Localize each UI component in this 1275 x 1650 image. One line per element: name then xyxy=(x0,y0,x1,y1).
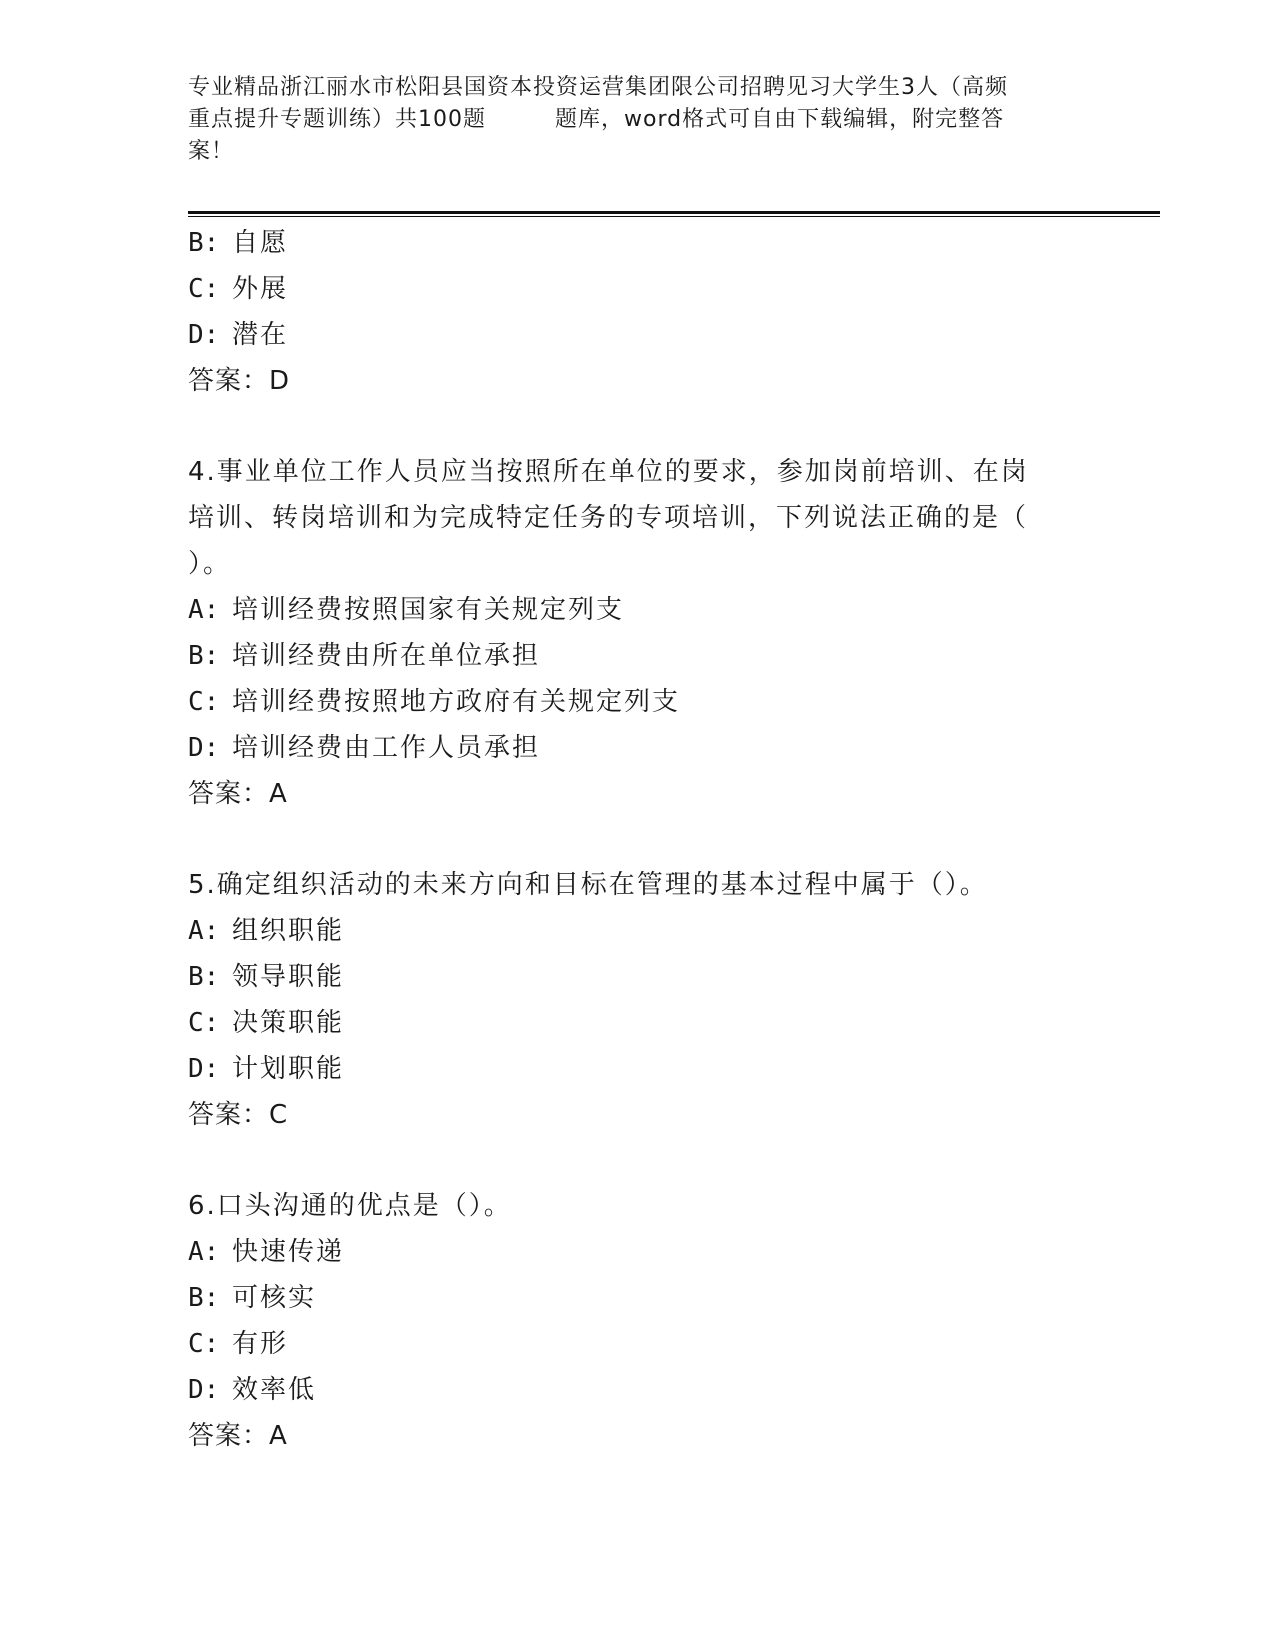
option-letter: D: xyxy=(188,1375,220,1405)
option-letter: B: xyxy=(188,641,220,671)
option-text: 计划职能 xyxy=(232,1054,345,1084)
question-text-line: 6.口头沟通的优点是（）。 xyxy=(188,1191,512,1221)
header-line-2: 重点提升专题训练）共100题 题库，word格式可自由下载编辑，附完整答 xyxy=(188,107,1005,132)
option-letter: D: xyxy=(188,320,220,350)
option-text: 自愿 xyxy=(232,228,289,258)
option-row xyxy=(188,954,1088,1000)
option-text: 决策职能 xyxy=(232,1008,345,1038)
header-line-3: 案！ xyxy=(188,139,235,164)
header-divider-thin xyxy=(188,216,1160,217)
option-text: 培训经费由工作人员承担 xyxy=(232,733,541,763)
option-row xyxy=(188,908,1088,954)
option-letter: C: xyxy=(188,1329,220,1359)
question-text-line: 培训、转岗培训和为完成特定任务的专项培训，下列说法正确的是（ xyxy=(188,503,1029,533)
option-text: 效率低 xyxy=(232,1375,317,1405)
option-row xyxy=(188,633,1088,679)
option-text: 组织职能 xyxy=(232,916,345,946)
option-letter: A: xyxy=(188,595,220,625)
option-row xyxy=(188,679,1088,725)
option-letter: D: xyxy=(188,733,220,763)
header-divider-thick xyxy=(188,211,1160,214)
question-text-line: 5.确定组织活动的未来方向和目标在管理的基本过程中属于（）。 xyxy=(188,870,988,900)
option-row xyxy=(188,1000,1088,1046)
header-line-1: 专业精品浙江丽水市松阳县国资本投资运营集团限公司招聘见习大学生3人（高频 xyxy=(188,75,1008,100)
option-letter: A: xyxy=(188,1237,220,1267)
question-block-3 xyxy=(188,220,1088,404)
question-block-6 xyxy=(188,1183,1088,1459)
option-row xyxy=(188,1275,1088,1321)
option-letter: C: xyxy=(188,1008,220,1038)
option-row xyxy=(188,1046,1088,1092)
question-text-line: ）。 xyxy=(188,549,232,579)
option-letter: A: xyxy=(188,916,220,946)
option-row xyxy=(188,220,1088,266)
question-block-5 xyxy=(188,862,1088,1138)
option-text: 外展 xyxy=(232,274,289,304)
option-letter: C: xyxy=(188,274,220,304)
option-text: 快速传递 xyxy=(232,1237,345,1267)
answer-line: 答案：D xyxy=(188,366,291,396)
option-text: 培训经费按照地方政府有关规定列支 xyxy=(232,687,681,717)
option-letter: C: xyxy=(188,687,220,717)
option-text: 培训经费按照国家有关规定列支 xyxy=(232,595,625,625)
option-letter: B: xyxy=(188,1283,220,1313)
option-text: 可核实 xyxy=(232,1283,317,1313)
option-letter: B: xyxy=(188,228,220,258)
option-text: 培训经费由所在单位承担 xyxy=(232,641,541,671)
spacer xyxy=(188,817,1088,862)
question-list xyxy=(188,220,1088,1459)
answer-line: 答案：A xyxy=(188,779,288,809)
question-block-4 xyxy=(188,449,1088,817)
spacer xyxy=(188,404,1088,449)
answer-line: 答案：C xyxy=(188,1100,289,1130)
option-text: 领导职能 xyxy=(232,962,345,992)
answer-line: 答案：A xyxy=(188,1421,288,1451)
option-row xyxy=(188,1229,1088,1275)
option-row xyxy=(188,1367,1088,1413)
option-row xyxy=(188,266,1088,312)
option-text: 潜在 xyxy=(232,320,289,350)
option-row xyxy=(188,1321,1088,1367)
question-text-line: 4.事业单位工作人员应当按照所在单位的要求，参加岗前培训、在岗 xyxy=(188,457,1029,487)
option-letter: D: xyxy=(188,1054,220,1084)
option-row xyxy=(188,587,1088,633)
document-header xyxy=(188,72,1088,168)
spacer xyxy=(188,1138,1088,1183)
option-text: 有形 xyxy=(232,1329,289,1359)
option-letter: B: xyxy=(188,962,220,992)
option-row xyxy=(188,312,1088,358)
option-row xyxy=(188,725,1088,771)
